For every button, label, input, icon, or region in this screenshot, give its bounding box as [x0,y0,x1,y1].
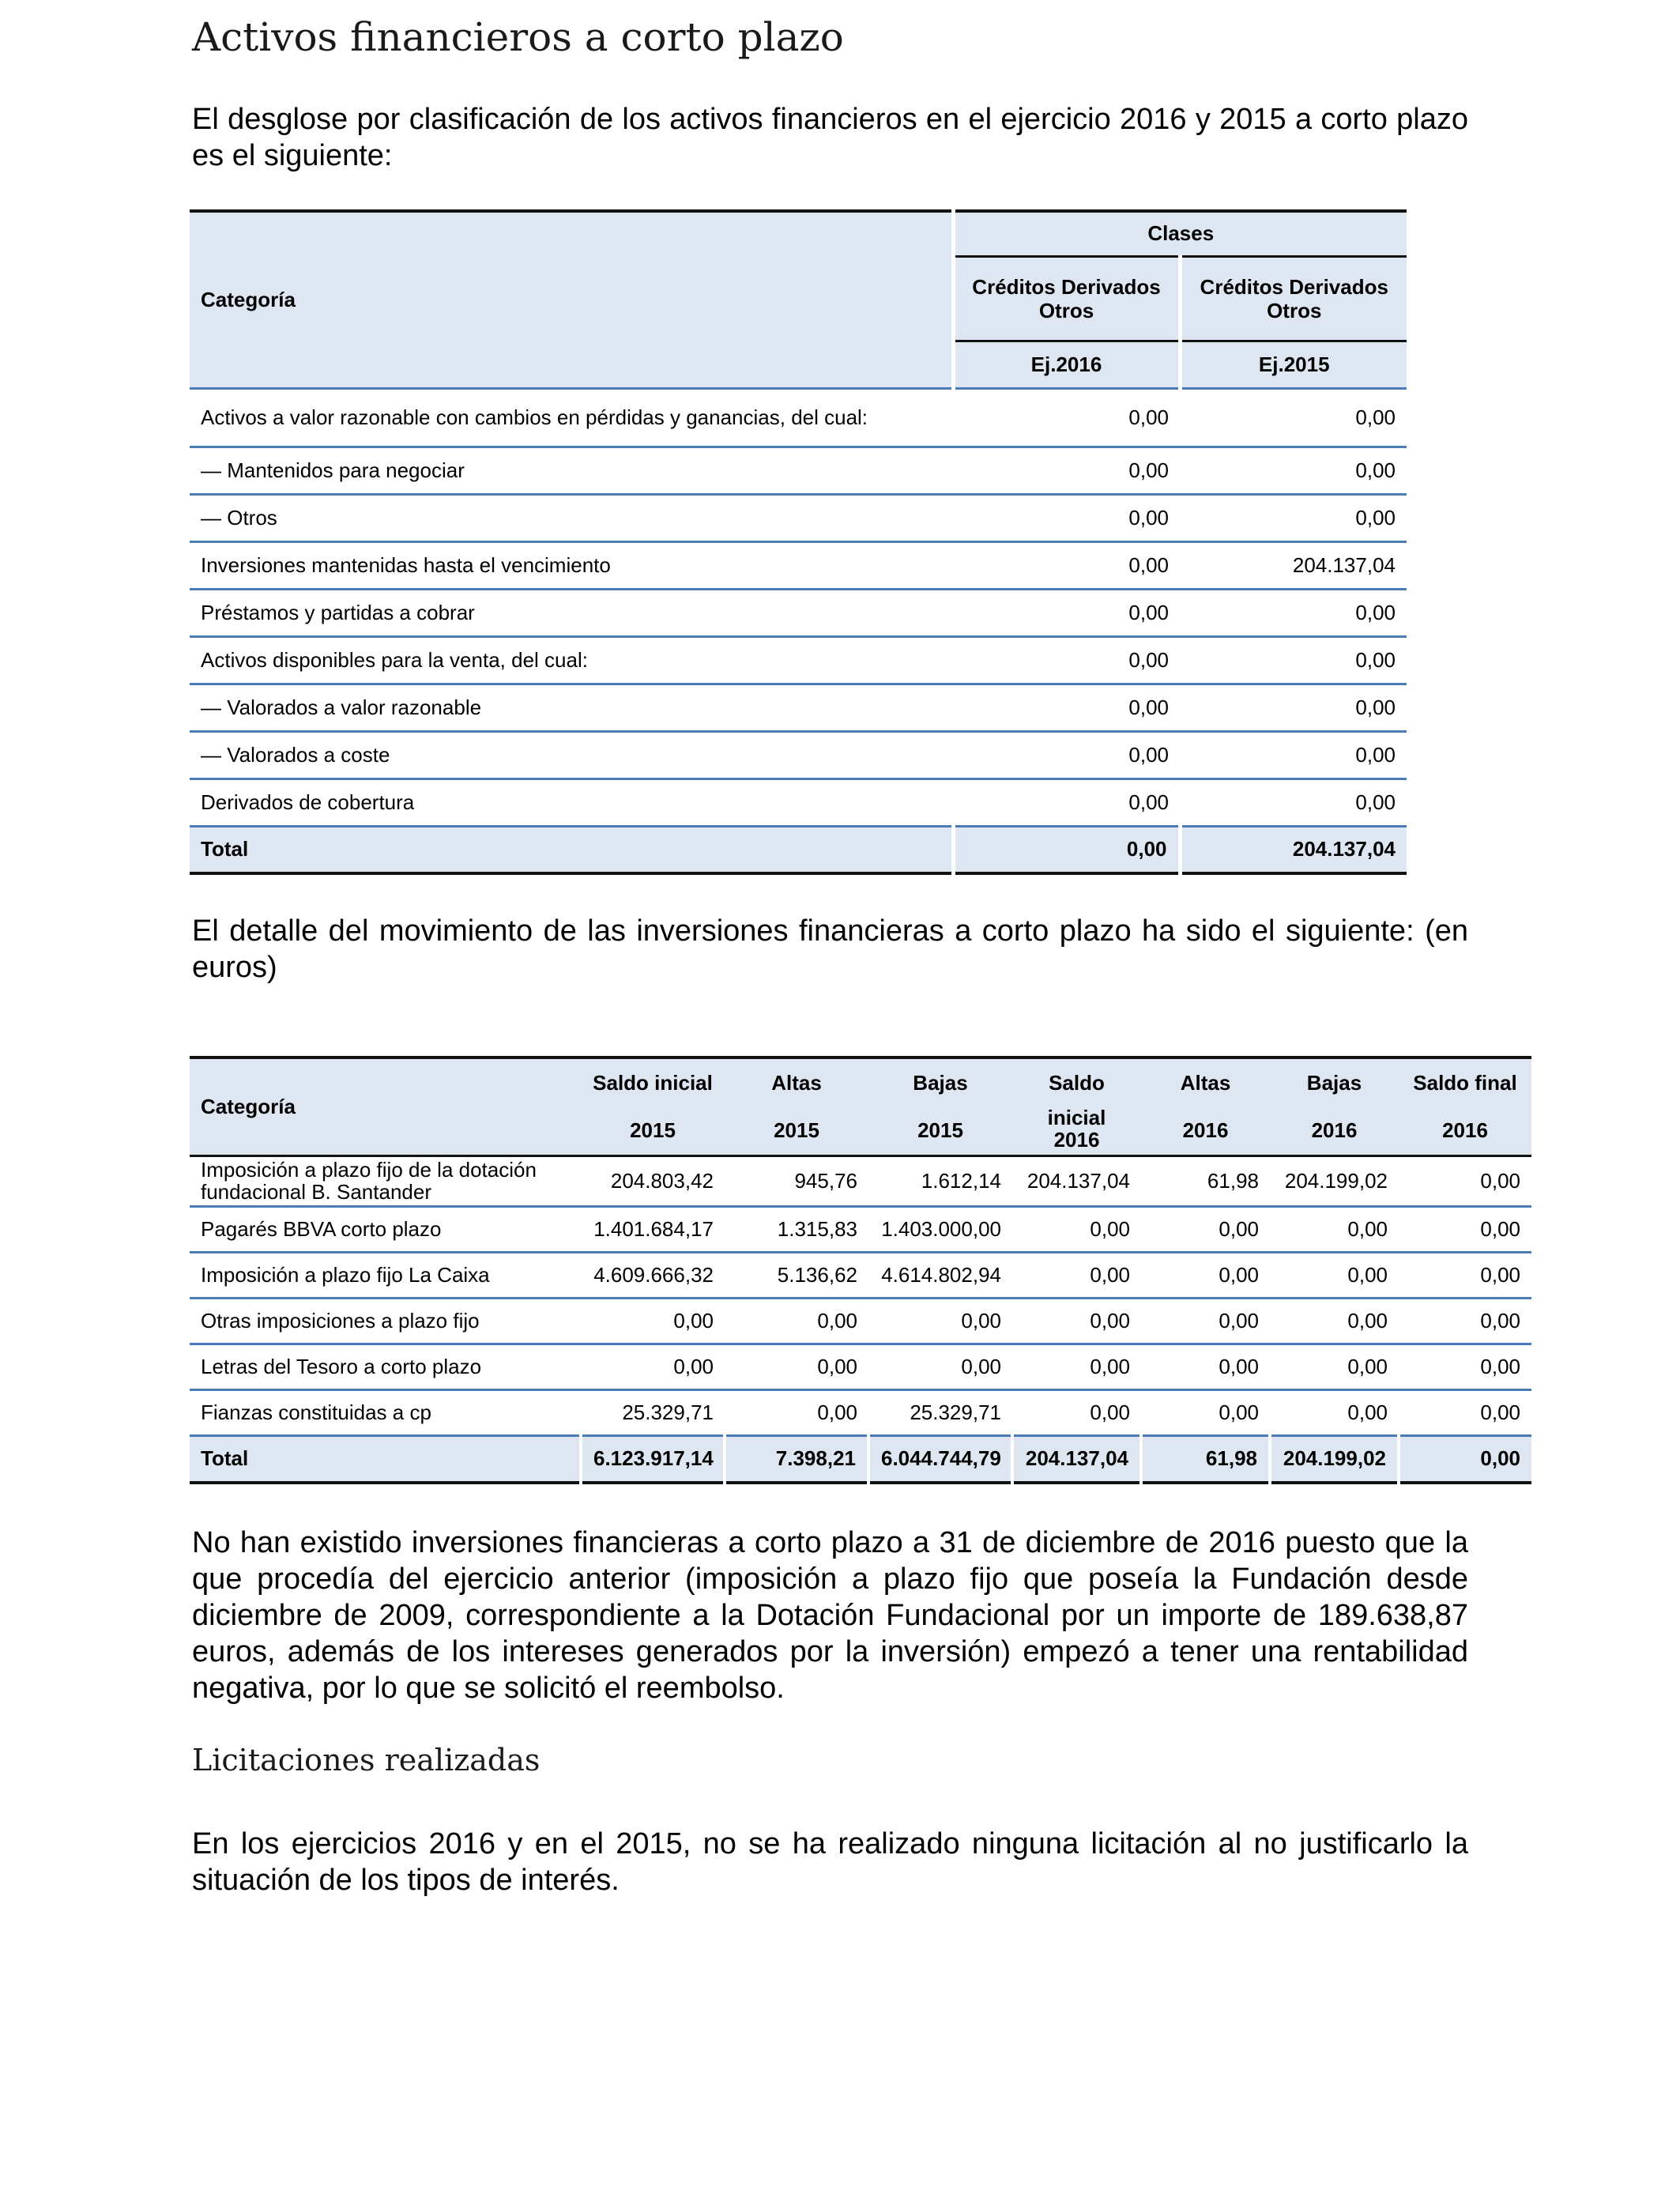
row-value-2016: 0,00 [953,589,1180,636]
total-value: 204.199,02 [1270,1435,1399,1483]
row-value: 0,00 [1141,1389,1270,1435]
row-value-2015: 0,00 [1180,447,1407,494]
table-row [190,1155,1531,1206]
row-value: 945,76 [725,1155,868,1206]
total-label: Total [190,1435,581,1483]
total-value: 0,00 [1399,1435,1531,1483]
row-value: 4.609.666,32 [581,1252,725,1298]
total-value: 6.123.917,14 [581,1435,725,1483]
row-label: Pagarés BBVA corto plazo [190,1206,581,1252]
table2-header-top: Altas [1141,1057,1270,1106]
row-label: Activos a valor razonable con cambios en pérdidas y ganancias, del cual: [190,388,953,447]
table-row [190,1389,1531,1435]
table-row [190,1344,1531,1389]
row-value: 0,00 [725,1389,868,1435]
row-value: 204.199,02 [1270,1155,1399,1206]
table2-header-top: Saldo inicial [581,1057,725,1106]
row-value: 0,00 [1399,1252,1531,1298]
row-value: 204.137,04 [1012,1155,1141,1206]
table-row [190,388,1407,447]
row-value: 0,00 [1141,1298,1270,1344]
total-value: 6.044.744,79 [868,1435,1012,1483]
table1-body [190,388,1407,873]
row-value-2015: 0,00 [1180,494,1407,541]
table2-header-bottom: 2015 [725,1106,868,1155]
table1-total-row [190,826,1407,873]
row-value-2016: 0,00 [953,494,1180,541]
table1-header-category: Categoría [190,211,953,388]
table2-header-bottom: 2016 [1270,1106,1399,1155]
row-value: 0,00 [1012,1344,1141,1389]
row-value-2015: 0,00 [1180,589,1407,636]
row-value: 1.401.684,17 [581,1206,725,1252]
table2-header-category: Categoría [190,1057,581,1155]
table2-header-top: Bajas [1270,1057,1399,1106]
row-value: 25.329,71 [581,1389,725,1435]
row-value: 0,00 [1399,1206,1531,1252]
table-row [190,778,1407,826]
row-label: Derivados de cobertura [190,778,953,826]
row-label: Préstamos y partidas a cobrar [190,589,953,636]
row-value: 0,00 [1270,1298,1399,1344]
total-label: Total [190,826,953,873]
row-value: 1.612,14 [868,1155,1012,1206]
table2-header-top: Bajas [868,1057,1012,1106]
row-value: 0,00 [1141,1252,1270,1298]
table1-col2-header [1180,256,1407,341]
row-value-2016: 0,00 [953,541,1180,589]
table-row [190,636,1407,684]
row-value: 0,00 [868,1298,1012,1344]
row-value: 0,00 [1399,1155,1531,1206]
row-label: Otras imposiciones a plazo fijo [190,1298,581,1344]
table2-header-saldo-year: 2016 [1053,1128,1100,1152]
row-value: 0,00 [1270,1252,1399,1298]
row-value: 0,00 [1399,1389,1531,1435]
row-value-2016: 0,00 [953,447,1180,494]
row-value: 0,00 [1012,1206,1141,1252]
table2-header-top: Saldo final [1399,1057,1531,1106]
table-row [190,494,1407,541]
table-row [190,447,1407,494]
table2-header-top: Altas [725,1057,868,1106]
table2-header-top: Saldo [1012,1057,1141,1106]
total-value-2015: 204.137,04 [1180,826,1407,873]
table1-col1-line2: Otros [1038,298,1094,322]
row-label: — Otros [190,494,953,541]
row-value: 0,00 [1270,1206,1399,1252]
row-value: 1.403.000,00 [868,1206,1012,1252]
table1-header-group: Clases [953,211,1407,256]
total-value: 61,98 [1141,1435,1270,1483]
table2-header-saldo-inicial-2016 [1012,1106,1141,1155]
row-value-2016: 0,00 [953,778,1180,826]
table2-header-bottom: 2016 [1399,1106,1531,1155]
intro-paragraph: El desglose por clasificación de los activos financieros en el ejercicio 2016 y 2015 a corto plazo es el siguiente: [192,103,1468,172]
total-value: 204.137,04 [1012,1435,1141,1483]
table-row [190,684,1407,731]
row-label: — Valorados a coste [190,731,953,778]
table1-col2-line1: Créditos Derivados [1200,274,1388,299]
row-value: 5.136,62 [725,1252,868,1298]
row-value: 25.329,71 [868,1389,1012,1435]
row-value-2015: 0,00 [1180,684,1407,731]
row-value: 0,00 [1141,1206,1270,1252]
row-value: 4.614.802,94 [868,1252,1012,1298]
row-value: 0,00 [1399,1298,1531,1344]
table-row [190,1298,1531,1344]
row-value: 61,98 [1141,1155,1270,1206]
table1-col1-header [953,256,1180,341]
table-row [190,1206,1531,1252]
row-value: 0,00 [1270,1344,1399,1389]
row-value-2015: 0,00 [1180,778,1407,826]
table1-col1-year: Ej.2016 [953,341,1180,388]
licitaciones-paragraph: En los ejercicios 2016 y en el 2015, no se ha realizado ninguna licitación al no justificarlo la situación de los tipos de interés. [192,1827,1468,1897]
row-value: 0,00 [868,1344,1012,1389]
row-value: 0,00 [1399,1344,1531,1389]
row-label: — Mantenidos para negociar [190,447,953,494]
total-value: 7.398,21 [725,1435,868,1483]
row-label: — Valorados a valor razonable [190,684,953,731]
table2-header-bottom: inicial [1047,1106,1106,1129]
row-value-2016: 0,00 [953,388,1180,447]
row-value: 204.803,42 [581,1155,725,1206]
row-value: 0,00 [581,1298,725,1344]
row-value: 0,00 [581,1344,725,1389]
row-value: 0,00 [1141,1344,1270,1389]
total-value-2016: 0,00 [953,826,1180,873]
table-row [190,731,1407,778]
page-title: Activos financieros a corto plazo [192,14,844,60]
table-row [190,541,1407,589]
table2-header-bottom: 2015 [868,1106,1012,1155]
row-label: Fianzas constituidas a cp [190,1389,581,1435]
row-value: 0,00 [1270,1389,1399,1435]
table-row [190,1252,1531,1298]
table-row [190,589,1407,636]
row-label: Imposición a plazo fijo de la dotación fundacional B. Santander [190,1155,581,1206]
explanation-paragraph: No han existido inversiones financieras a corto plazo a 31 de diciembre de 2016 puesto que la que procedía del ejercicio anterior (imposición a plazo fijo que poseía la Fundación desde diciembre de 2009, correspondiente a la Dotación Fundacional por un importe de 189.638,87 euros, además de los intereses generados por la inversión) empezó a tener una rentabilidad negativa, por lo que se solicitó el reembolso. [192,1526,1468,1705]
row-value-2016: 0,00 [953,684,1180,731]
table2-total-row [190,1435,1531,1483]
movement-paragraph: El detalle del movimiento de las inversiones financieras a corto plazo ha sido el siguiente: (en euros) [192,914,1468,984]
row-label: Letras del Tesoro a corto plazo [190,1344,581,1389]
table1-col2-year: Ej.2015 [1180,341,1407,388]
row-label: Imposición a plazo fijo La Caixa [190,1252,581,1298]
row-value: 1.315,83 [725,1206,868,1252]
row-value: 0,00 [725,1298,868,1344]
table2-header-bottom: 2015 [581,1106,725,1155]
row-value: 0,00 [1012,1252,1141,1298]
row-value-2015: 0,00 [1180,731,1407,778]
table2-header-bottom: 2016 [1141,1106,1270,1155]
row-value-2016: 0,00 [953,731,1180,778]
table1-col2-line2: Otros [1267,298,1322,322]
movement-table [190,1056,1531,1484]
row-label: Activos disponibles para la venta, del cual: [190,636,953,684]
row-value-2016: 0,00 [953,636,1180,684]
row-value: 0,00 [1012,1389,1141,1435]
row-label: Inversiones mantenidas hasta el vencimiento [190,541,953,589]
classification-table [190,209,1407,875]
row-value-2015: 0,00 [1180,636,1407,684]
row-value: 0,00 [1012,1298,1141,1344]
row-value: 0,00 [725,1344,868,1389]
row-value-2015: 204.137,04 [1180,541,1407,589]
section-subtitle: Licitaciones realizadas [192,1743,541,1777]
table1-col1-line1: Créditos Derivados [972,274,1161,299]
row-value-2015: 0,00 [1180,388,1407,447]
